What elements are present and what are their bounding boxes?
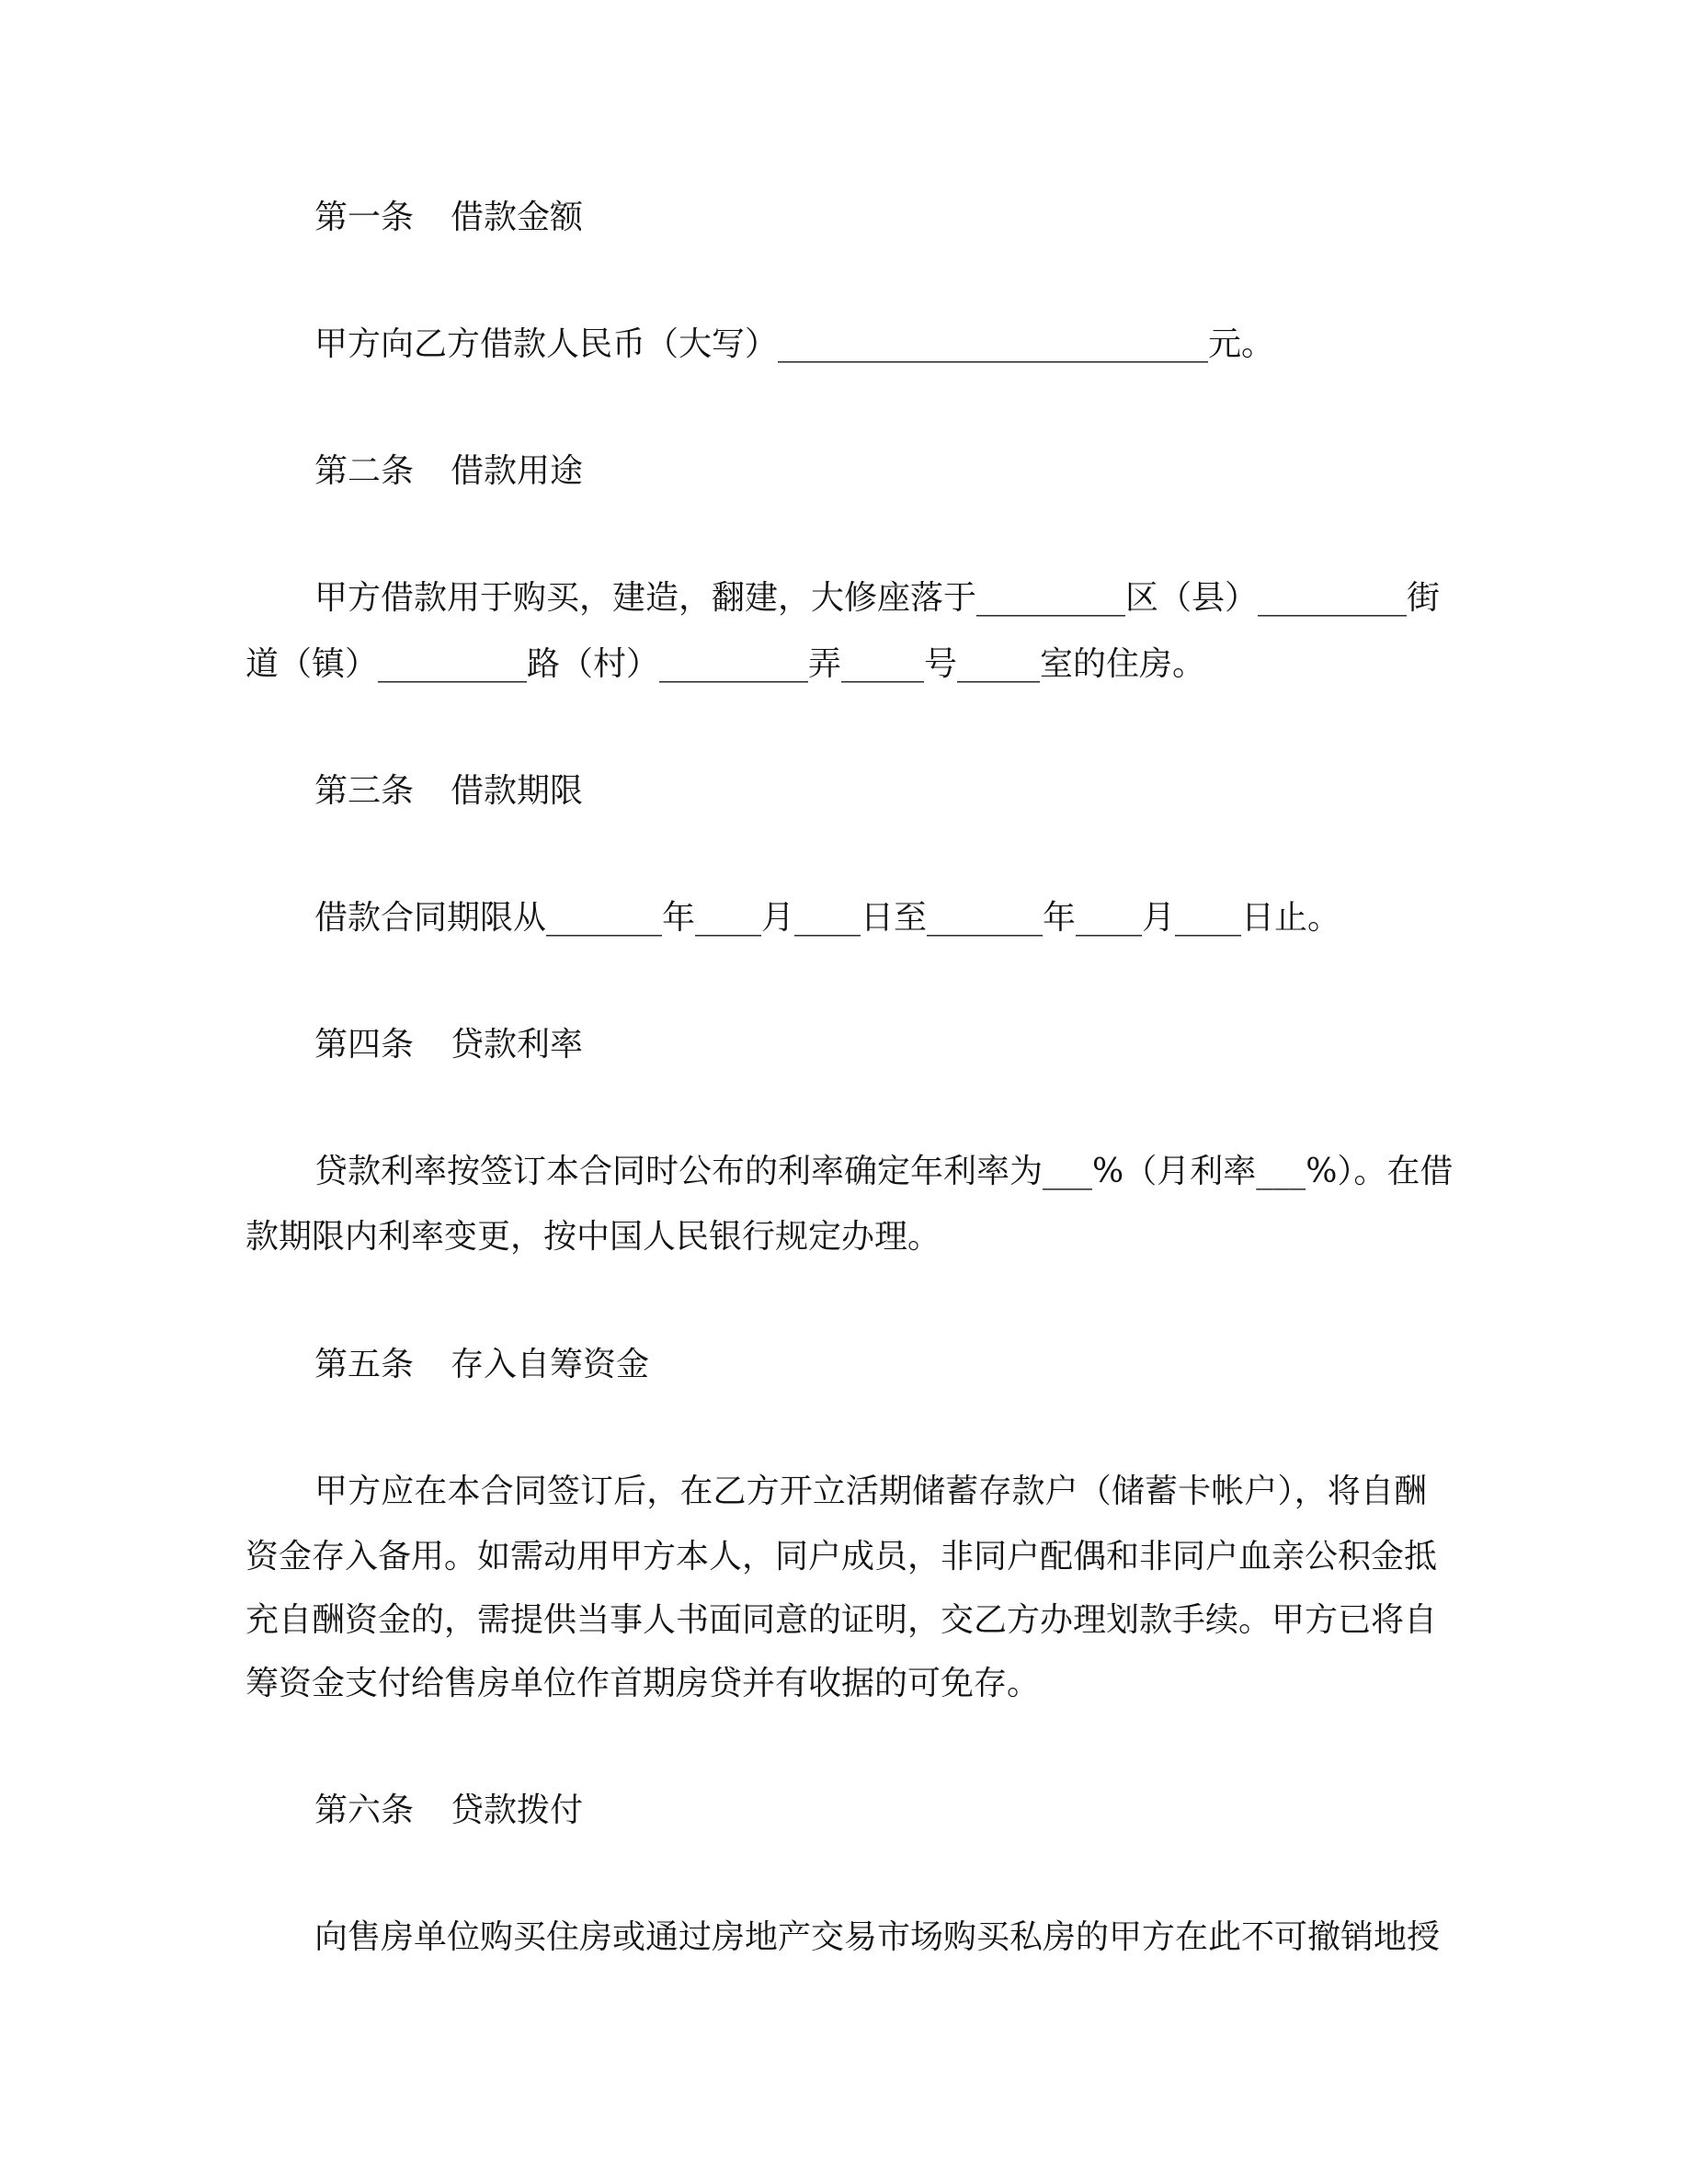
article-title: 贷款利率 <box>451 1026 584 1064</box>
article-5-line: 资金存入备用。如需动用甲方本人，同户成员，非同户配偶和非同户血亲公积金抵 <box>245 1538 1438 1575</box>
article-2-line: 甲方借款用于购买，建造，翻建，大修座落于_________区（县）_________街 <box>314 579 1441 617</box>
article-4-line: 贷款利率按签订本合同时公布的利率确定年利率为___%（月利率___%）。在借 <box>314 1153 1454 1190</box>
article-title: 贷款拨付 <box>451 1792 584 1829</box>
article-number: 第五条 <box>314 1346 415 1383</box>
article-number: 第一条 <box>314 199 415 236</box>
article-3-heading <box>314 768 1427 814</box>
article-title: 借款期限 <box>451 772 584 810</box>
article-5-heading <box>314 1342 1427 1388</box>
article-6-line: 向售房单位购买住房或通过房地产交易市场购买私房的甲方在此不可撤销地授 <box>314 1918 1441 1956</box>
article-number: 第三条 <box>314 772 415 810</box>
article-title: 存入自筹资金 <box>451 1346 650 1383</box>
article-title: 借款用途 <box>451 452 584 490</box>
article-number: 第二条 <box>314 452 415 490</box>
article-1-line: 甲方向乙方借款人民币（大写）__________________________元。 <box>314 325 1275 363</box>
article-6-heading <box>314 1788 1427 1834</box>
article-4-line: 款期限内利率变更，按中国人民银行规定办理。 <box>245 1218 941 1256</box>
article-number: 第六条 <box>314 1792 415 1829</box>
article-2-heading <box>314 449 1427 495</box>
article-5-line: 充自酬资金的，需提供当事人书面同意的证明，交乙方办理划款手续。甲方已将自 <box>245 1601 1438 1639</box>
article-5-line: 甲方应在本合同签订后，在乙方开立活期储蓄存款户（储蓄卡帐户），将自酬 <box>314 1473 1427 1510</box>
article-title: 借款金额 <box>451 199 584 236</box>
article-5-line: 筹资金支付给售房单位作首期房贷并有收据的可免存。 <box>245 1665 1041 1702</box>
article-4-heading <box>314 1022 1427 1068</box>
article-2-line: 道（镇）_________路（村）_________弄_____号_____室的住房。 <box>245 645 1206 683</box>
article-3-line: 借款合同期限从_______年____月____日至_______年____月____日止。 <box>314 899 1341 937</box>
article-1-heading <box>314 195 1427 241</box>
article-number: 第四条 <box>314 1026 415 1064</box>
